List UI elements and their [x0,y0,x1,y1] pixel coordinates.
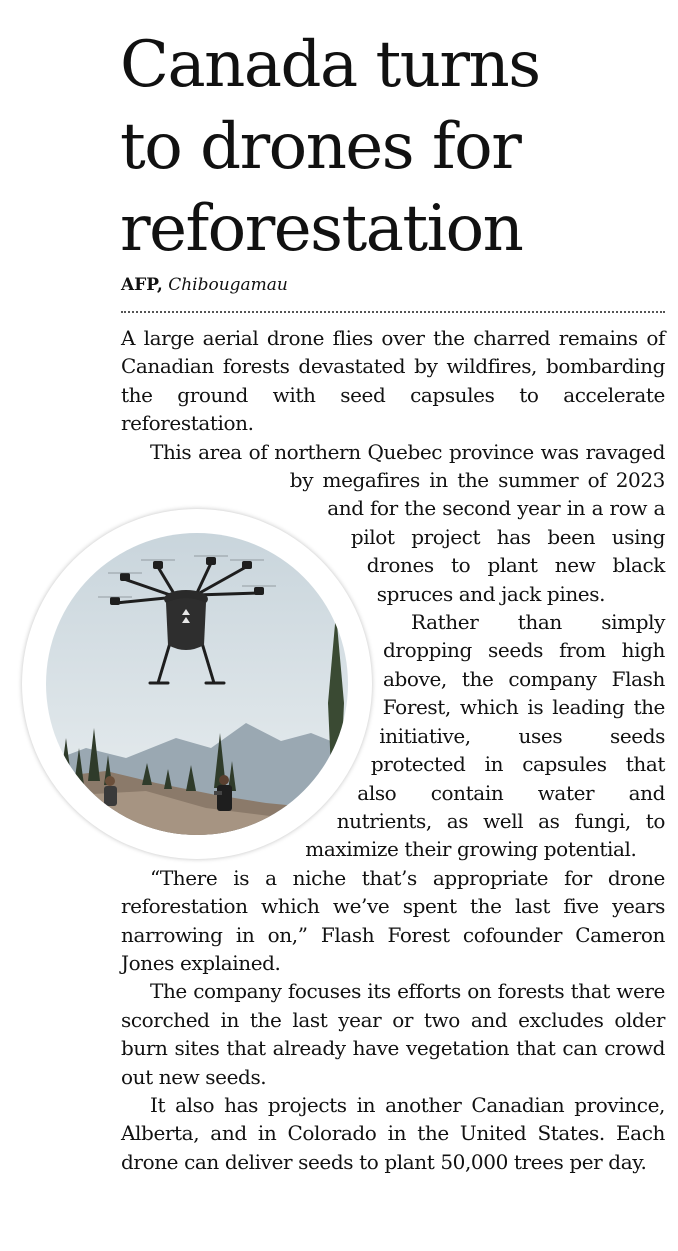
paragraph: A large aerial drone flies over the charred remains of Canadian forests devastated by wildfires, bombarding the ground with seed capsules to accelerate reforestation. [121,326,665,436]
drone-over-forest-photo [46,533,348,835]
byline-agency: AFP, [121,275,163,295]
byline-location: Chibougamau [168,275,288,295]
paragraph: Rather than simply dropping seeds from high above, the company Flash Forest, which is leading the initiative, uses seeds protected in capsules that also contain water and nutrients, as well as fungi, to maximize their growing potential. [305,610,665,862]
photo-frame [22,509,372,859]
paragraph: “There is a niche that’s appropriate for drone reforestation which we’ve spent the last five years narrowing in on,” Flash Forest cofounder Cameron Jones explained. [121,865,665,975]
paragraph: It also has projects in another Canadian province, Alberta, and in Colorado in the United States. Each drone can deliver seeds to plant 50,000 trees per day. [121,1092,665,1174]
paragraph: The company focuses its efforts on forests that were scorched in the last year or two and excludes older burn sites that already have vegetation that can crowd out new seeds. [121,979,665,1089]
headline [120,24,670,270]
paragraph: This area of northern Quebec province was ravaged by megafires in the summer of 2023 and for the second year in a row a pilot project has been using drones to plant new black spruces and jack pines. [150,439,665,606]
headline-line: to drones for [120,110,521,184]
headline-line: reforestation [120,192,523,266]
byline [121,275,288,295]
dotted-divider [121,311,665,313]
headline-line: Canada turns [120,28,540,102]
